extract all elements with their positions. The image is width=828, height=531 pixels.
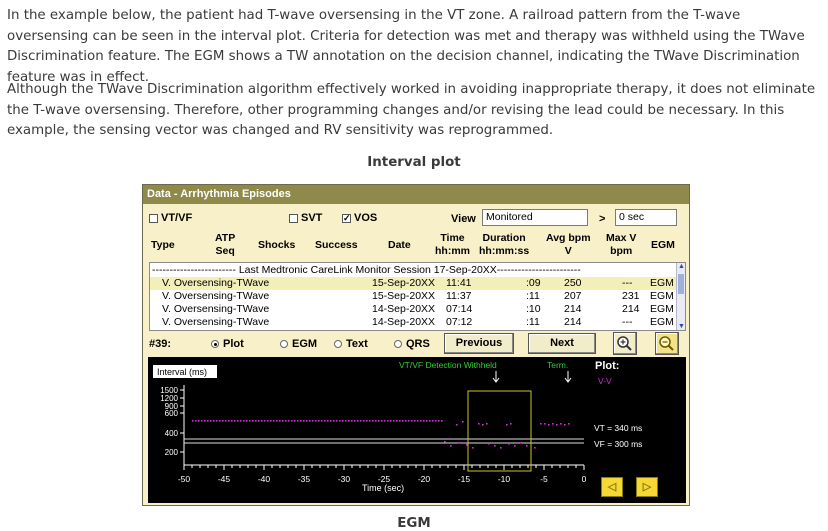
vv-interval-point <box>207 420 209 422</box>
vv-interval-point <box>366 420 368 422</box>
vv-interval-point <box>336 420 338 422</box>
vv-interval-point <box>240 420 242 422</box>
view-select[interactable]: Monitored <box>482 209 588 226</box>
egm-link[interactable]: EGM <box>650 316 674 328</box>
vv-interval-point <box>462 421 464 423</box>
episode-row[interactable]: V. Oversensing-TWave 15-Sep-20XX 11:37 :11 207 231 EGM <box>162 290 674 302</box>
vv-interval-point <box>351 420 353 422</box>
svt-checkbox[interactable] <box>289 214 298 223</box>
legend-series-label: V-V <box>598 376 612 386</box>
episode-row[interactable]: V. Oversensing-TWave 14-Sep-20XX 07:14 :10 214 214 EGM <box>162 303 674 315</box>
vv-interval-point <box>309 420 311 422</box>
vv-interval-point <box>261 420 263 422</box>
vv-interval-point <box>285 420 287 422</box>
x-tick-label: -30 <box>337 474 351 484</box>
vv-interval-point <box>213 420 215 422</box>
x-tick-label: -50 <box>177 474 191 484</box>
vv-interval-point <box>472 447 474 449</box>
vv-interval-point <box>228 420 230 422</box>
duration-field[interactable]: 0 sec <box>615 209 677 226</box>
col-egm: EGM <box>651 239 675 251</box>
filter-svt[interactable] <box>289 212 322 224</box>
episode-list[interactable] <box>149 262 686 331</box>
vv-interval-point <box>363 420 365 422</box>
vv-interval-point <box>321 420 323 422</box>
termination-annotation: Term. <box>547 360 569 370</box>
vv-interval-point <box>273 420 275 422</box>
vv-interval-point <box>429 420 431 422</box>
vv-interval-point <box>494 445 496 447</box>
y-tick-label: 1200 <box>160 394 178 403</box>
vv-interval-point <box>444 441 446 443</box>
vv-interval-point <box>360 420 362 422</box>
vv-interval-point <box>466 444 468 446</box>
vv-interval-point <box>526 445 528 447</box>
vv-interval-point <box>369 420 371 422</box>
x-tick-label: -35 <box>297 474 311 484</box>
vv-interval-point <box>417 420 419 422</box>
vv-interval-point <box>264 420 266 422</box>
vv-interval-point <box>399 420 401 422</box>
detection-withheld-annotation: VT/VF Detection Withheld <box>399 360 497 370</box>
legend-title: Plot: <box>595 360 620 372</box>
previous-button[interactable]: Previous <box>444 333 514 354</box>
vv-interval-point <box>435 420 437 422</box>
session-separator-row: ------------------------ Last Medtronic CareLink Monitor Session 17-Sep-20XX------------------------ <box>152 264 581 276</box>
vv-interval-point <box>378 420 380 422</box>
col-duration: Duration hh:mm:ss <box>479 232 530 257</box>
vv-interval-point <box>544 423 546 425</box>
termination-arrow-icon <box>565 371 571 382</box>
x-axis-title: Time (sec) <box>362 483 405 493</box>
vv-interval-point <box>381 420 383 422</box>
vv-interval-point <box>508 443 510 445</box>
mode-qrs[interactable]: QRS <box>394 338 430 350</box>
vv-interval-point <box>234 420 236 422</box>
vv-interval-point <box>291 420 293 422</box>
egm-link[interactable]: EGM <box>650 290 674 302</box>
vv-interval-point <box>348 420 350 422</box>
zoom-in-icon <box>614 333 636 354</box>
zoom-out-button[interactable] <box>655 332 679 355</box>
vv-interval-point <box>237 420 239 422</box>
zoom-in-button[interactable] <box>613 332 637 355</box>
filter-vos[interactable] <box>342 212 377 224</box>
vv-interval-point <box>312 420 314 422</box>
chevron-left-icon: ◁ <box>607 481 617 493</box>
y-tick-label: 600 <box>164 409 178 418</box>
egm-link[interactable]: EGM <box>650 303 674 315</box>
vv-interval-point <box>288 420 290 422</box>
vv-interval-point <box>411 420 413 422</box>
vv-interval-point <box>506 424 508 426</box>
vv-interval-point <box>315 420 317 422</box>
x-tick-label: -5 <box>540 474 548 484</box>
vv-interval-point <box>303 420 305 422</box>
vv-interval-point <box>192 420 194 422</box>
episode-row[interactable]: V. Oversensing-TWave 14-Sep-20XX 07:12 :11 214 --- EGM <box>162 316 674 328</box>
y-tick-label: 200 <box>164 448 178 457</box>
vv-interval-point <box>372 420 374 422</box>
scroll-right-button[interactable] <box>636 477 658 497</box>
vv-interval-point <box>393 420 395 422</box>
episode-number: #39: <box>149 338 172 350</box>
vv-interval-point <box>456 424 458 426</box>
x-tick-label: -25 <box>377 474 391 484</box>
vv-interval-point <box>375 420 377 422</box>
filter-vtvf[interactable] <box>149 212 192 224</box>
vv-interval-point <box>414 420 416 422</box>
vv-interval-point <box>396 420 398 422</box>
vos-checkbox[interactable]: ✓ <box>343 212 351 223</box>
vv-interval-point <box>294 420 296 422</box>
col-shocks: Shocks <box>258 239 296 251</box>
vv-interval-point <box>216 420 218 422</box>
list-scrollbar[interactable] <box>676 263 685 330</box>
vv-interval-point <box>450 445 452 447</box>
vv-interval-point <box>482 424 484 426</box>
y-axis-title: Interval (ms) <box>157 367 208 377</box>
x-tick-label: 0 <box>581 474 587 484</box>
vv-interval-point <box>270 420 272 422</box>
x-tick-label: -40 <box>257 474 271 484</box>
vv-interval-point <box>210 420 212 422</box>
vv-interval-point <box>201 420 203 422</box>
detection-window-box <box>468 391 531 471</box>
vv-interval-point <box>564 424 566 426</box>
egm-radio[interactable] <box>280 340 288 348</box>
vv-interval-point <box>276 420 278 422</box>
vv-interval-point <box>282 420 284 422</box>
vv-interval-point <box>540 423 542 425</box>
vv-interval-point <box>552 423 554 425</box>
vos-label: VOS <box>354 212 378 224</box>
vv-interval-point <box>333 420 335 422</box>
vv-interval-point <box>408 420 410 422</box>
vv-interval-point <box>255 420 257 422</box>
vv-interval-point <box>548 424 550 426</box>
vt-threshold-label: VT = 340 ms <box>594 423 643 433</box>
x-tick-label: -10 <box>497 474 511 484</box>
vv-interval-point <box>357 420 359 422</box>
vv-interval-point <box>458 442 460 444</box>
vv-interval-point <box>318 420 320 422</box>
y-tick-label: 400 <box>164 429 178 438</box>
vv-interval-point <box>438 420 440 422</box>
vv-interval-point <box>327 420 329 422</box>
vv-interval-point <box>402 420 404 422</box>
vv-interval-point <box>252 420 254 422</box>
vv-interval-point <box>432 420 434 422</box>
zoom-out-icon <box>656 333 678 354</box>
mode-text[interactable]: Text <box>334 338 368 350</box>
intro-paragraph: In the example below, the patient had T-wave oversensing in the VT zone. A railroad pattern from the T-wave oversensing can be seen in the interval plot. Criteria for detection was met and therapy was withheld using the TWave Discrimination feature. The EGM shows a TW annotation on the decision channel, indicating the TWave Discrimination feature was in effect. <box>7 8 805 85</box>
followup-paragraph: Although the TWave Discrimination algorithm effectively worked in avoiding inappropriate therapy, it does not eliminate the T-wave oversensing. Therefore, other programming changes and/or revising the lead could be necessary. In this example, the sensing vector was changed and RV sensitivity was reprogrammed. <box>7 82 816 138</box>
vv-interval-point <box>534 447 536 449</box>
vv-interval-point <box>420 420 422 422</box>
col-date: Date <box>388 239 411 251</box>
mode-plot[interactable]: Plot <box>211 338 244 350</box>
y-tick-label: 900 <box>164 402 178 411</box>
vv-interval-point <box>423 420 425 422</box>
vv-interval-point <box>195 420 197 422</box>
vv-interval-point <box>560 423 562 425</box>
vv-interval-point <box>300 420 302 422</box>
vv-interval-point <box>279 420 281 422</box>
vtvf-checkbox[interactable] <box>149 214 158 223</box>
vv-interval-point <box>354 420 356 422</box>
vv-interval-point <box>405 420 407 422</box>
vv-interval-point <box>500 447 502 449</box>
x-tick-label: -15 <box>457 474 471 484</box>
arrhythmia-episodes-window <box>142 184 690 506</box>
vv-interval-point <box>231 420 233 422</box>
vv-interval-point <box>249 420 251 422</box>
vv-interval-point <box>306 420 308 422</box>
vv-interval-point <box>486 423 488 425</box>
vv-interval-point <box>384 420 386 422</box>
vv-interval-point <box>339 420 341 422</box>
vv-interval-point <box>478 423 480 425</box>
vv-interval-point <box>345 420 347 422</box>
vv-interval-point <box>387 420 389 422</box>
y-tick-label: 1500 <box>160 386 178 395</box>
vv-interval-point <box>342 420 344 422</box>
vv-interval-point <box>243 420 245 422</box>
x-tick-label: -45 <box>217 474 231 484</box>
duration-operator: > <box>599 213 606 225</box>
vv-interval-point <box>246 420 248 422</box>
vv-interval-point <box>441 420 443 422</box>
vv-interval-point <box>324 420 326 422</box>
vv-interval-point <box>520 442 522 444</box>
mode-egm[interactable]: EGM <box>280 338 317 350</box>
egm-caption: EGM <box>397 516 431 531</box>
scroll-up-icon[interactable]: ▲ <box>678 263 685 270</box>
vv-interval-point <box>514 445 516 447</box>
chevron-right-icon: ▷ <box>642 481 652 493</box>
vv-interval-point <box>330 420 332 422</box>
col-atp-seq: ATP Seq <box>215 232 236 257</box>
x-tick-label: -20 <box>417 474 431 484</box>
vv-interval-point <box>267 420 269 422</box>
vv-interval-point <box>258 420 260 422</box>
col-type: Type <box>151 239 175 251</box>
egm-link[interactable]: EGM <box>650 277 674 289</box>
vv-interval-point <box>222 420 224 422</box>
col-success: Success <box>315 239 358 251</box>
interval-plot-caption: Interval plot <box>367 155 461 170</box>
col-avg-bpm: Avg bpm V <box>546 232 591 257</box>
scroll-left-button[interactable] <box>601 477 623 497</box>
col-max-v: Max V bpm <box>606 232 637 257</box>
vtvf-label: VT/VF <box>161 212 193 224</box>
detection-arrow-icon <box>493 371 499 382</box>
text-radio[interactable] <box>334 340 342 348</box>
svt-label: SVT <box>301 212 323 224</box>
vv-interval-point <box>426 420 428 422</box>
vv-interval-point <box>204 420 206 422</box>
scroll-down-icon[interactable]: ▼ <box>678 323 685 330</box>
vv-interval-point <box>297 420 299 422</box>
vv-interval-point <box>510 423 512 425</box>
plot-radio[interactable] <box>211 340 219 348</box>
scroll-thumb[interactable] <box>678 274 684 294</box>
vv-interval-point <box>198 420 200 422</box>
col-time: Time hh:mm <box>435 232 470 257</box>
vv-interval-point <box>390 420 392 422</box>
qrs-radio[interactable] <box>394 340 402 348</box>
next-button[interactable]: Next <box>528 333 596 354</box>
vv-interval-point <box>225 420 227 422</box>
window-title: Data - Arrhythmia Episodes <box>143 185 689 204</box>
vv-interval-point <box>568 423 570 425</box>
vv-interval-point <box>556 424 558 426</box>
view-label: View <box>451 213 476 225</box>
vv-interval-point <box>219 420 221 422</box>
vf-threshold-label: VF = 300 ms <box>594 439 643 449</box>
vv-interval-point <box>488 443 490 445</box>
episode-row[interactable]: V. Oversensing-TWave 15-Sep-20XX 11:41 :09 250 --- EGM <box>150 277 677 290</box>
